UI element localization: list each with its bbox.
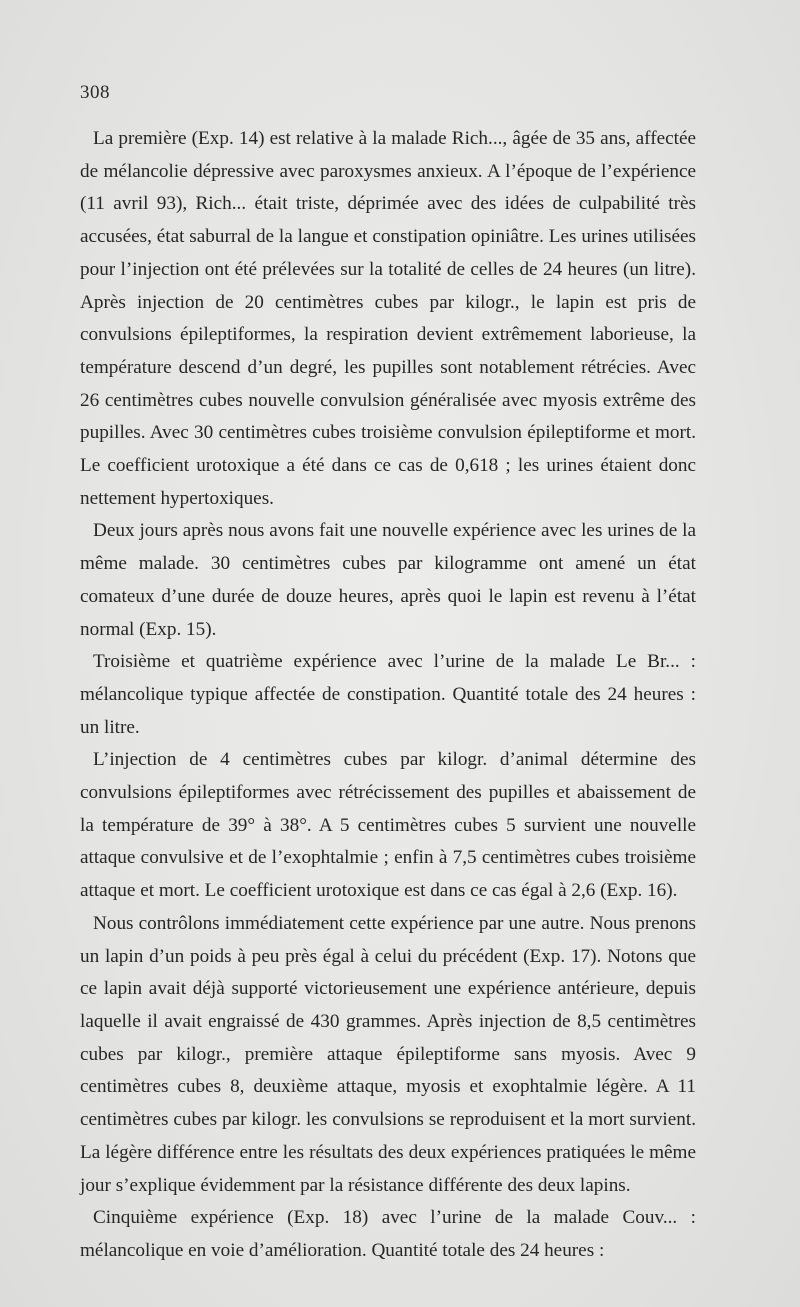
paragraph-5: Nous contrôlons immédiatement cette expérience par une autre. Nous prenons un lapin d’un poids à peu près égal à celui du précédent (Exp. 17). Notons que ce lapin avait déjà supporté victorieusement une expérience antérieure, depuis laquelle il avait engraissé de 430 grammes. Après injection de 8,5 centimètres cubes par kilogr., première attaque épileptiforme sans myosis. Avec 9 centimètres cubes 8, deuxième attaque, myosis et exophtalmie légère. A 11 centimètres cubes par kilogr. les convulsions se reproduisent et la mort survient. La légère différence entre les résultats des deux expériences pratiquées le même jour s’explique évidemment par la résistance différente des deux lapins. [80,912,696,1196]
body-text [80,123,696,1268]
paragraph-4: L’injection de 4 centimètres cubes par kilogr. d’animal détermine des convulsions épileptiformes avec rétrécissement des pupilles et abaissement de la température de 39° à 38°. A 5 centimètres cubes 5 survient une nouvelle attaque convulsive et de l’exophtalmie ; enfin à 7,5 centimètres cubes troisième attaque et mort. Le coefficient urotoxique est dans ce cas égal à 2,6 (Exp. 16). [80,749,696,902]
paragraph-3: Troisième et quatrième expérience avec l’urine de la malade Le Br... : mélancolique typique affectée de constipation. Quantité totale des 24 heures : un litre. [80,651,696,738]
paragraph-1: La première (Exp. 14) est relative à la malade Rich..., âgée de 35 ans, affectée de mélancolie dépressive avec paroxysmes anxieux. A l’époque de l’expérience (11 avril 93), Rich... était triste, déprimée avec des idées de culpabilité très accusées, état saburral de la langue et constipation opiniâtre. Les urines utilisées pour l’injection ont été prélevées sur la totalité de celles de 24 heures (un litre). Après injection de 20 centimètres cubes par kilogr., le lapin est pris de convulsions épileptiformes, la respiration devient extrêmement laborieuse, la température descend d’un degré, les pupilles sont notablement rétrécies. Avec 26 centimètres cubes nouvelle convulsion généralisée avec myosis extrême des pupilles. Avec 30 centimètres cubes troisième convulsion épileptiforme et mort. Le coefficient urotoxique a été dans ce cas de 0,618 ; les urines étaient donc nettement hypertoxiques. [80,128,696,509]
page-number: 308 [80,82,110,103]
paragraph-6: Cinquième expérience (Exp. 18) avec l’urine de la malade Couv... : mélancolique en voie d’amélioration. Quantité totale des 24 heures : [80,1207,696,1261]
paragraph-2: Deux jours après nous avons fait une nouvelle expérience avec les urines de la même malade. 30 centimètres cubes par kilogramme ont amené un état comateux d’une durée de douze heures, après quoi le lapin est revenu à l’état normal (Exp. 15). [80,520,696,640]
